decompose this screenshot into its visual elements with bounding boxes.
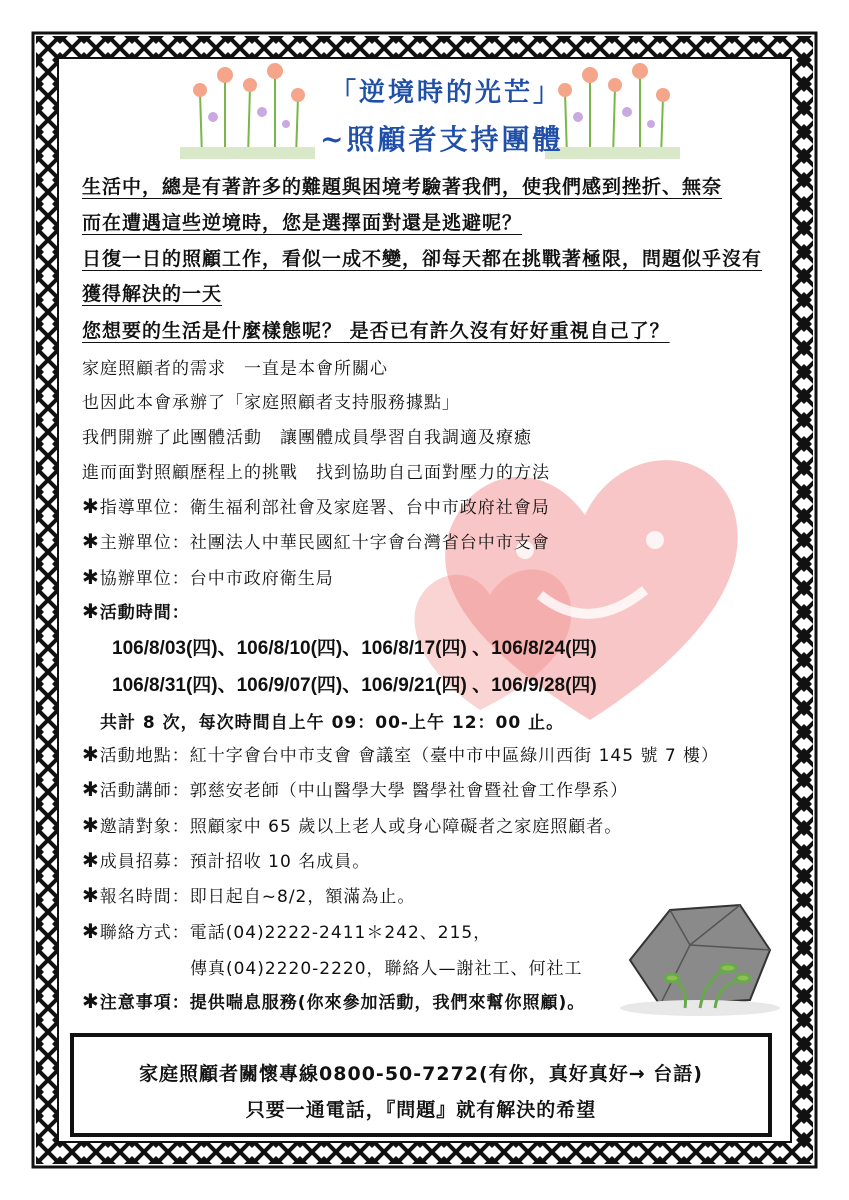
star-icon: ✱ — [82, 883, 100, 907]
flowers-right-icon — [545, 62, 680, 162]
dates-row-1: 106/8/03(四)、106/8/10(四)、106/8/17(四) 、106/8/24(四) — [112, 638, 597, 659]
body-line-4: 進而面對照顧歷程上的挑戰 找到協助自己面對壓力的方法 — [82, 463, 550, 483]
star-icon: ✱ — [82, 813, 100, 837]
star-icon: ✱ — [82, 989, 100, 1013]
intro-line-3: 日復一日的照顧工作，看似一成不變，卻每天都在挑戰著極限，問題似乎沒有 — [82, 248, 763, 270]
body-line-1: 家庭照顧者的需求 一直是本會所關心 — [82, 359, 388, 379]
info-signup: ✱報名時間：即日起自~8/2，額滿為止。 — [82, 883, 416, 907]
body-line-2: 也因此本會承辦了「家庭照顧者支持服務據點」 — [82, 393, 460, 413]
rock-sprout-icon — [600, 890, 780, 1020]
hotline-line-2: 只要一通電話，『問題』就有解決的希望 — [245, 1099, 597, 1121]
info-contact: ✱聯絡方式：電話(04)2222-2411＊242、215， — [82, 919, 492, 943]
info-place: ✱活動地點：紅十字會台中市支會 會議室（臺中市中區綠川西街 145 號 7 樓） — [82, 742, 720, 766]
star-icon: ✱ — [82, 919, 100, 943]
info-total: 共計 8 次，每次時間自上午 09：00-上午 12：00 止。 — [100, 713, 565, 733]
info-notice: ✱注意事項：提供喘息服務(你來參加活動，我們來幫你照顧)。 — [82, 989, 586, 1013]
flowers-left-icon — [180, 62, 315, 162]
star-icon: ✱ — [82, 742, 100, 766]
hotline-line-1: 家庭照顧者關懷專線0800-50-7272(有你，真好真好→ 台語) — [139, 1063, 703, 1085]
info-host: ✱主辦單位：社團法人中華民國紅十字會台灣省台中市支會 — [82, 529, 550, 553]
info-lecturer: ✱活動講師：郭慈安老師（中山醫學大學 醫學社會暨社會工作學系） — [82, 777, 629, 801]
intro-line-2: 而在遭遇這些逆境時，您是選擇面對還是逃避呢？ — [82, 212, 523, 234]
star-icon: ✱ — [82, 777, 100, 801]
star-icon: ✱ — [82, 848, 100, 872]
info-time-label: ✱活動時間： — [82, 599, 190, 623]
title-line1: 「逆境時的光芒」 — [330, 78, 563, 108]
intro-line-5: 您想要的生活是什麼樣態呢？ 是否已有許久沒有好好重視自己了？ — [82, 320, 670, 342]
title-line2: ~照顧者支持團體 — [320, 123, 564, 156]
info-recruit: ✱成員招募：預計招收 10 名成員。 — [82, 848, 371, 872]
info-co: ✱協辦單位：台中市政府衛生局 — [82, 565, 334, 589]
info-target: ✱邀請對象：照顧家中 65 歲以上老人或身心障礙者之家庭照顧者。 — [82, 813, 623, 837]
intro-line-4: 獲得解決的一天 — [82, 283, 223, 305]
star-icon: ✱ — [82, 529, 100, 553]
star-icon: ✱ — [82, 565, 100, 589]
hotline-box — [70, 1033, 772, 1137]
star-icon: ✱ — [82, 599, 100, 623]
intro-line-1: 生活中，總是有著許多的難題與困境考驗著我們，使我們感到挫折、無奈 — [82, 176, 723, 198]
info-contact-fax: 傳真(04)2220-2220，聯絡人—謝社工、何社工 — [190, 959, 583, 979]
star-icon: ✱ — [82, 494, 100, 518]
dates-row-2: 106/8/31(四)、106/9/07(四)、106/9/21(四) 、106/9/28(四) — [112, 675, 597, 696]
info-guide: ✱指導單位：衛生福利部社會及家庭署、台中市政府社會局 — [82, 494, 550, 518]
body-line-3: 我們開辦了此團體活動 讓團體成員學習自我調適及療癒 — [82, 428, 532, 448]
